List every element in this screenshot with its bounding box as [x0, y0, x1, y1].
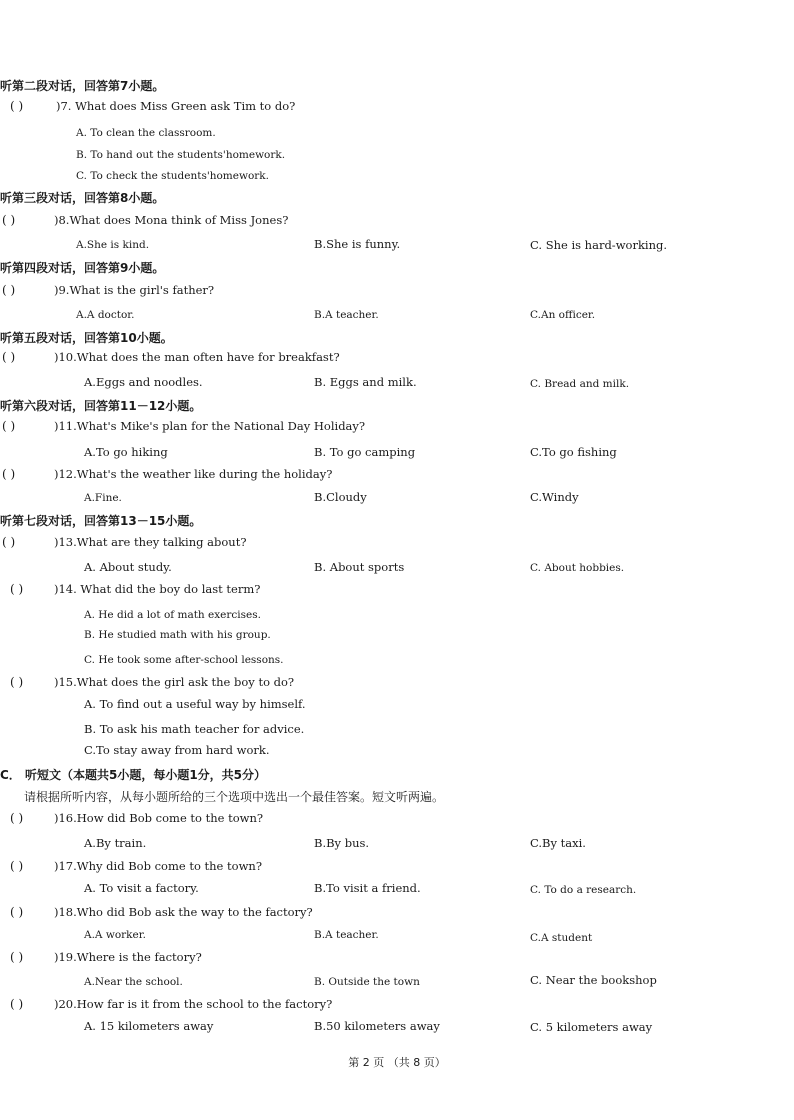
question-7: )7. What does Miss Green ask Tim to do?: [56, 99, 296, 113]
option-15b: B. To ask his math teacher for advice.: [84, 722, 305, 736]
answer-blank: ( ): [10, 950, 24, 964]
option-10a: A.Eggs and noodles.: [84, 375, 203, 389]
section-heading-2: 听第二段对话，回答第7小题。: [0, 79, 165, 93]
option-14c: C. He took some after-school lessons.: [84, 654, 284, 666]
answer-blank: ( ): [2, 535, 16, 549]
part-c-instructions: 请根据所听内容，从每小题所给的三个选项中选出一个最佳答案。短文听两遍。: [24, 790, 445, 804]
option-11a: A.To go hiking: [84, 445, 168, 459]
option-9a: A.A doctor.: [76, 309, 135, 321]
question-10: )10.What does the man often have for breakfast?: [54, 350, 340, 364]
question-16: )16.How did Bob come to the town?: [54, 811, 264, 825]
part-c-heading: C． 听短文（本题共5小题，每小题1分，共5分）: [0, 768, 267, 782]
option-12a: A.Fine.: [84, 492, 122, 504]
option-15c: C.To stay away from hard work.: [84, 743, 270, 757]
question-12: )12.What's the weather like during the holiday?: [54, 467, 333, 481]
option-13a: A. About study.: [84, 560, 172, 574]
option-18a: A.A worker.: [84, 929, 146, 941]
question-13: )13.What are they talking about?: [54, 535, 247, 549]
option-7c: C. To check the students'homework.: [76, 170, 269, 182]
option-11c: C.To go fishing: [530, 445, 617, 459]
option-19c: C. Near the bookshop: [530, 973, 657, 987]
section-heading-4: 听第四段对话，回答第9小题。: [0, 261, 165, 275]
question-15: )15.What does the girl ask the boy to do?: [54, 675, 295, 689]
option-19b: B. Outside the town: [314, 976, 420, 988]
option-13c: C. About hobbies.: [530, 562, 625, 574]
option-17c: C. To do a research.: [530, 884, 637, 896]
option-12b: B.Cloudy: [314, 490, 367, 504]
answer-blank: ( ): [10, 811, 24, 825]
section-heading-6: 听第六段对话，回答第11－12小题。: [0, 399, 202, 413]
answer-blank: ( ): [10, 582, 24, 596]
section-heading-7: 听第七段对话，回答第13－15小题。: [0, 514, 202, 528]
answer-blank: ( ): [2, 283, 16, 297]
option-17a: A. To visit a factory.: [84, 881, 199, 895]
answer-blank: ( ): [2, 350, 16, 364]
option-19a: A.Near the school.: [84, 976, 183, 988]
option-15a: A. To find out a useful way by himself.: [84, 697, 306, 711]
question-14: )14. What did the boy do last term?: [54, 582, 261, 596]
page-number: 第 2 页 （共 8 页）: [348, 1056, 446, 1069]
option-17b: B.To visit a friend.: [314, 881, 421, 895]
question-20: )20.How far is it from the school to the factory?: [54, 997, 333, 1011]
answer-blank: ( ): [10, 997, 24, 1011]
option-18c: C.A student: [530, 932, 593, 944]
option-20a: A. 15 kilometers away: [84, 1019, 214, 1033]
option-7b: B. To hand out the students'homework.: [76, 149, 286, 161]
option-9b: B.A teacher.: [314, 309, 379, 321]
question-17: )17.Why did Bob come to the town?: [54, 859, 262, 873]
option-7a: A. To clean the classroom.: [76, 127, 216, 139]
answer-blank: ( ): [2, 467, 16, 481]
option-14a: A. He did a lot of math exercises.: [84, 609, 261, 621]
question-9: )9.What is the girl's father?: [54, 283, 215, 297]
option-10b: B. Eggs and milk.: [314, 375, 417, 389]
option-8a: A.She is kind.: [76, 239, 150, 251]
answer-blank: ( ): [10, 905, 24, 919]
answer-blank: ( ): [10, 859, 24, 873]
section-heading-3: 听第三段对话，回答第8小题。: [0, 191, 165, 205]
answer-blank: ( ): [2, 213, 16, 227]
option-12c: C.Windy: [530, 490, 579, 504]
option-20b: B.50 kilometers away: [314, 1019, 440, 1033]
answer-blank: ( ): [2, 419, 16, 433]
option-20c: C. 5 kilometers away: [530, 1020, 653, 1034]
question-18: )18.Who did Bob ask the way to the factory?: [54, 905, 313, 919]
option-14b: B. He studied math with his group.: [84, 629, 271, 641]
option-11b: B. To go camping: [314, 445, 416, 459]
answer-blank: ( ): [10, 675, 24, 689]
question-8: )8.What does Mona think of Miss Jones?: [54, 213, 289, 227]
question-19: )19.Where is the factory?: [54, 950, 202, 964]
option-16a: A.By train.: [84, 836, 147, 850]
question-11: )11.What's Mike's plan for the National Day Holiday?: [54, 419, 366, 433]
option-9c: C.An officer.: [530, 309, 596, 321]
option-8c: C. She is hard-working.: [530, 238, 668, 252]
option-16b: B.By bus.: [314, 836, 370, 850]
section-heading-5: 听第五段对话，回答第10小题。: [0, 331, 173, 345]
option-18b: B.A teacher.: [314, 929, 379, 941]
option-8b: B.She is funny.: [314, 237, 401, 251]
option-16c: C.By taxi.: [530, 836, 586, 850]
answer-blank: ( ): [10, 99, 24, 113]
option-10c: C. Bread and milk.: [530, 378, 630, 390]
option-13b: B. About sports: [314, 560, 405, 574]
